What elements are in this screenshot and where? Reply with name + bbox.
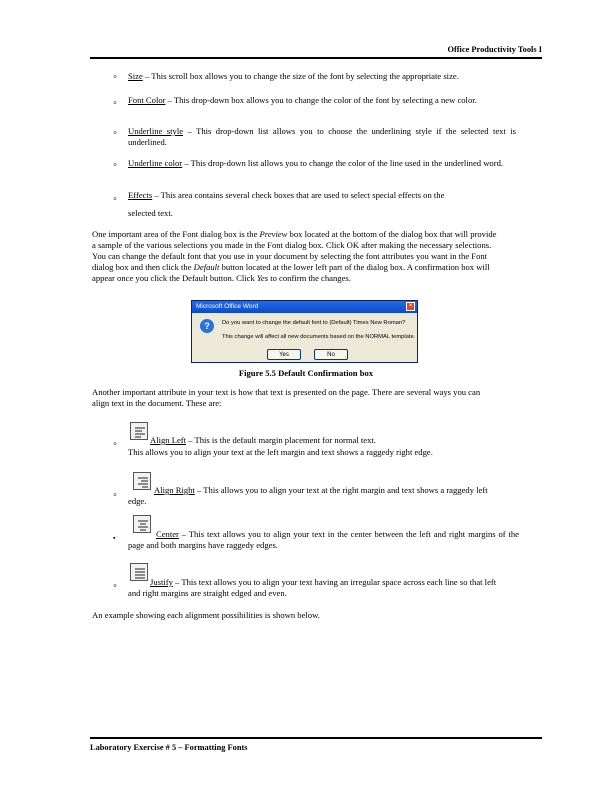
closing-sentence: An example showing each alignment possibilities is shown below. — [92, 610, 320, 620]
bullet-marker: ⸰ — [113, 161, 118, 169]
confirmation-dialog-image — [191, 300, 418, 363]
definition: – This allows you to align your text at the right margin and text shows a raggedy left edge. — [128, 485, 488, 506]
alignment-intro: Another important attribute in your text is how that text is presented on the page. There are several ways you can align text in the document. These are: — [92, 387, 481, 408]
definition: – This scroll box allows you to change the size of the font by selecting the appropriate size. — [142, 71, 459, 81]
close-icon: × — [406, 302, 415, 311]
bullet-marker: ⸰ — [113, 582, 118, 590]
header-rule — [90, 57, 542, 59]
dialog-question: Do you want to change the default font to (Default) Times New Roman? — [222, 320, 406, 326]
text-run-italic: Preview — [259, 229, 288, 239]
align-center-item — [128, 529, 519, 551]
bullet-marker: ⸰ — [113, 440, 118, 448]
dialog-title-bar — [192, 301, 417, 313]
running-header: Office Productivity Tools I — [447, 45, 542, 54]
align-left-icon — [130, 422, 148, 440]
align-left-lead — [150, 435, 376, 446]
definition: – This text allows you to align your text having an irregular space across each line so that left and right margins are straight edged and even. — [128, 577, 497, 598]
footer-rule — [90, 737, 542, 739]
bullet-size — [128, 71, 516, 82]
text-run-italic: Default — [193, 262, 220, 272]
definition: – This drop-down list allows you to choose the underlining style if the selected text is underlined. — [128, 126, 517, 147]
question-icon: ? — [200, 319, 214, 333]
figure-caption: Figure 5.5 Default Confirmation box — [238, 368, 374, 378]
bullet-marker: ⸰ — [113, 491, 118, 499]
no-button: No — [314, 349, 348, 360]
text-run-italic: Yes — [256, 273, 269, 283]
term: Justify — [150, 577, 173, 587]
align-left-body: This allows you to align your text at the left margin and text shows a raggedy right edge. — [128, 447, 433, 457]
term: Effects — [128, 190, 153, 200]
text-run: to confirm the changes. — [268, 273, 351, 283]
preview-paragraph — [92, 229, 502, 284]
bullet-marker: ⸰ — [113, 99, 118, 107]
align-justify-item — [128, 577, 508, 599]
running-footer: Laboratory Exercise # 5 – Formatting Fonts — [90, 743, 248, 752]
bullet-underline-color — [128, 158, 516, 169]
definition: – This area contains several check boxes that are used to select special effects on the — [152, 190, 445, 200]
term: Font Color — [128, 95, 166, 105]
yes-button: Yes — [267, 349, 301, 360]
text-run: One important area of the Font dialog box is the — [92, 229, 260, 239]
term: Align Right — [154, 485, 195, 495]
definition: – This drop-down box allows you to change the color of the font by selecting a new color. — [165, 95, 477, 105]
bullet-effects-continued — [128, 208, 516, 219]
term: Underline style — [128, 126, 184, 136]
text-run: box located at the bottom of the dialog box that will provide a sample of the various selections you made in the Font dialog box. Click OK after making the necessary selections. You can change the default font that you use in your document by selecting the font attributes you want in the Font dialog box and then click the — [92, 229, 497, 272]
term: Center — [156, 529, 179, 539]
term: Underline color — [128, 158, 183, 168]
bullet-underline-style — [128, 126, 516, 148]
dialog-note: This change will affect all new documents based on the NORMAL template. — [222, 334, 416, 340]
bullet-marker: ▪ — [113, 534, 116, 542]
bullet-effects — [128, 190, 516, 201]
bullet-marker: ⸰ — [113, 129, 118, 137]
bullet-marker: ⸰ — [113, 73, 118, 81]
definition: – This text allows you to align your text in the center between the left and right margins of the page and both margins have raggedy edges. — [128, 529, 519, 550]
term: Size — [128, 71, 143, 81]
definition: – This drop-down list allows you to change the color of the line used in the underlined word. — [182, 158, 504, 168]
text-run: button located at the lower left part of the dialog box. A confirmation box will appear once you click the Default button. Click — [92, 262, 490, 283]
bullet-marker: ⸰ — [113, 195, 118, 203]
term: Align Left — [150, 435, 187, 445]
bullet-font-color — [128, 95, 516, 106]
definition: selected text. — [128, 208, 173, 218]
definition: – This is the default margin placement for normal text. — [186, 435, 376, 445]
align-right-item — [128, 485, 508, 507]
dialog-title: Microsoft Office Word — [196, 303, 259, 310]
